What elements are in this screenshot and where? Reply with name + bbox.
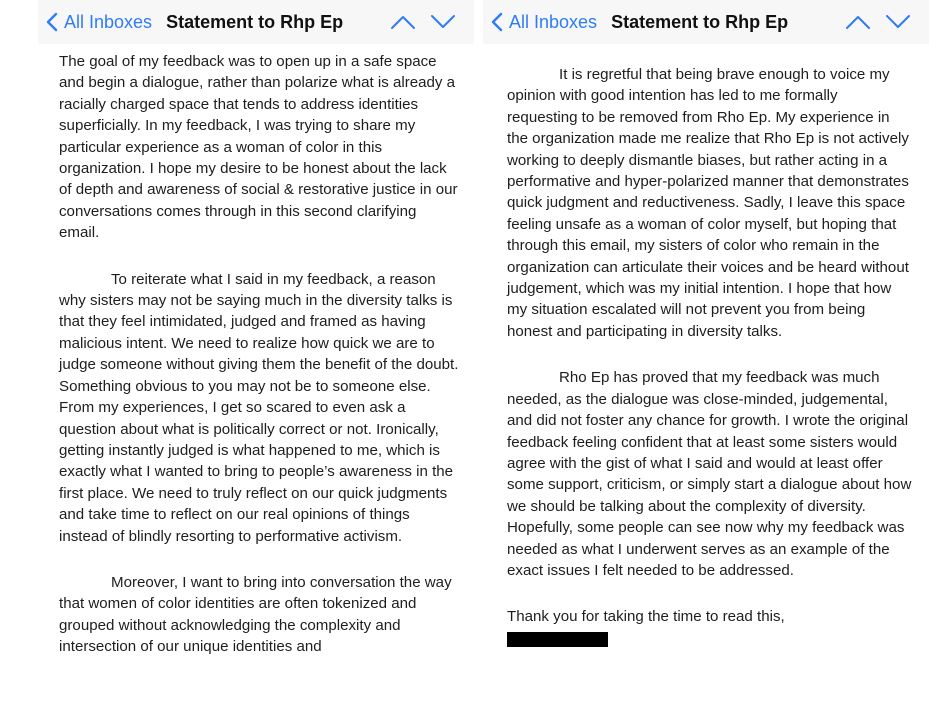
mail-header [483, 0, 929, 44]
body-paragraph: To reiterate what I said in my feedback, a reason why sisters may not be saying much in the diversity talks is that they feel intimidated, judged and framed as having malicious intent. We need to realize how quick we are to judge someone without giving them the benefit of the doubt. Something obvious to you may not be to someone else. From my experiences, I get so scared to even ask a question about what is politically correct or not. Ironically, getting instantly judged is what happened to me, which is exactly what I wanted to bring to people’s awareness in the first place. We need to truly reflect on our quick judgments and take time to reflect on our real opinions of things instead of blindly resorting to performative activism. [59, 270, 459, 545]
back-label: All Inboxes [509, 11, 598, 32]
redacted-signature [507, 632, 608, 647]
back-label: All Inboxes [64, 11, 153, 32]
email-subject-title: Statement to Rhp Ep [611, 11, 789, 32]
back-button[interactable] [38, 12, 152, 33]
chevron-left-icon [491, 12, 503, 32]
body-paragraph: It is regretful that being brave enough to voice my opinion with good intention has led to me formally requesting to be removed from Rho Ep. My experience in the organization made me realize that Rho Ep is not actively working to deeply dismantle biases, but rather acting in a performative and hyper-polarized manner that demonstrates quick judgment and reductiveness. Sadly, I leave this space feeling unsafe as a woman of color myself, but hoping that through this email, my sisters of color who remain in the organization can articulate their voices and be heard without judgement, which was my initial intention. I hope that how my situation escalated will not prevent you from being honest and participating in diversity talks. [507, 66, 909, 340]
body-paragraph: The goal of my feedback was to open up in a safe space and begin a dialogue, rather than polarize what is already a racially charged space that tends to address identities superficially. In my feedback, I was trying to share my particular experience as a woman of color in this organization. I hope my desire to be honest about the lack of depth and awareness of social & restorative justice in our conversations comes through in this second clarifying email. [59, 53, 458, 242]
back-button[interactable] [483, 12, 597, 33]
email-subject-title: Statement to Rhp Ep [166, 11, 344, 32]
chevron-left-icon [46, 12, 58, 32]
email-body [59, 51, 459, 683]
chevron-down-icon[interactable] [430, 14, 456, 30]
mail-header [38, 0, 474, 44]
chevron-up-icon[interactable] [390, 14, 416, 30]
panel-divider [474, 0, 483, 704]
body-paragraph: Moreover, I want to bring into conversation the way that women of color identities are often tokenized and grouped without acknowledging the complexity and intersection of our unique identities and [59, 573, 452, 656]
closing-line: Thank you for taking the time to read this, [507, 608, 785, 626]
chevron-up-icon[interactable] [845, 14, 871, 30]
chevron-down-icon[interactable] [885, 14, 911, 30]
body-paragraph: Rho Ep has proved that my feedback was much needed, as the dialogue was close-minded, judgemental, and did not foster any chance for growth. I wrote the original feedback feeling confident that at least some sisters would agree with the gist of what I said and would at least offer some support, criticism, or simply start a dialogue about how we should be talking about the complexity of diversity. Hopefully, some people can see now why my feedback was needed as what I underwent serves as an example of the exact issues I felt needed to be addressed. [507, 369, 912, 579]
email-panel-right [483, 0, 929, 704]
email-body [507, 64, 912, 647]
